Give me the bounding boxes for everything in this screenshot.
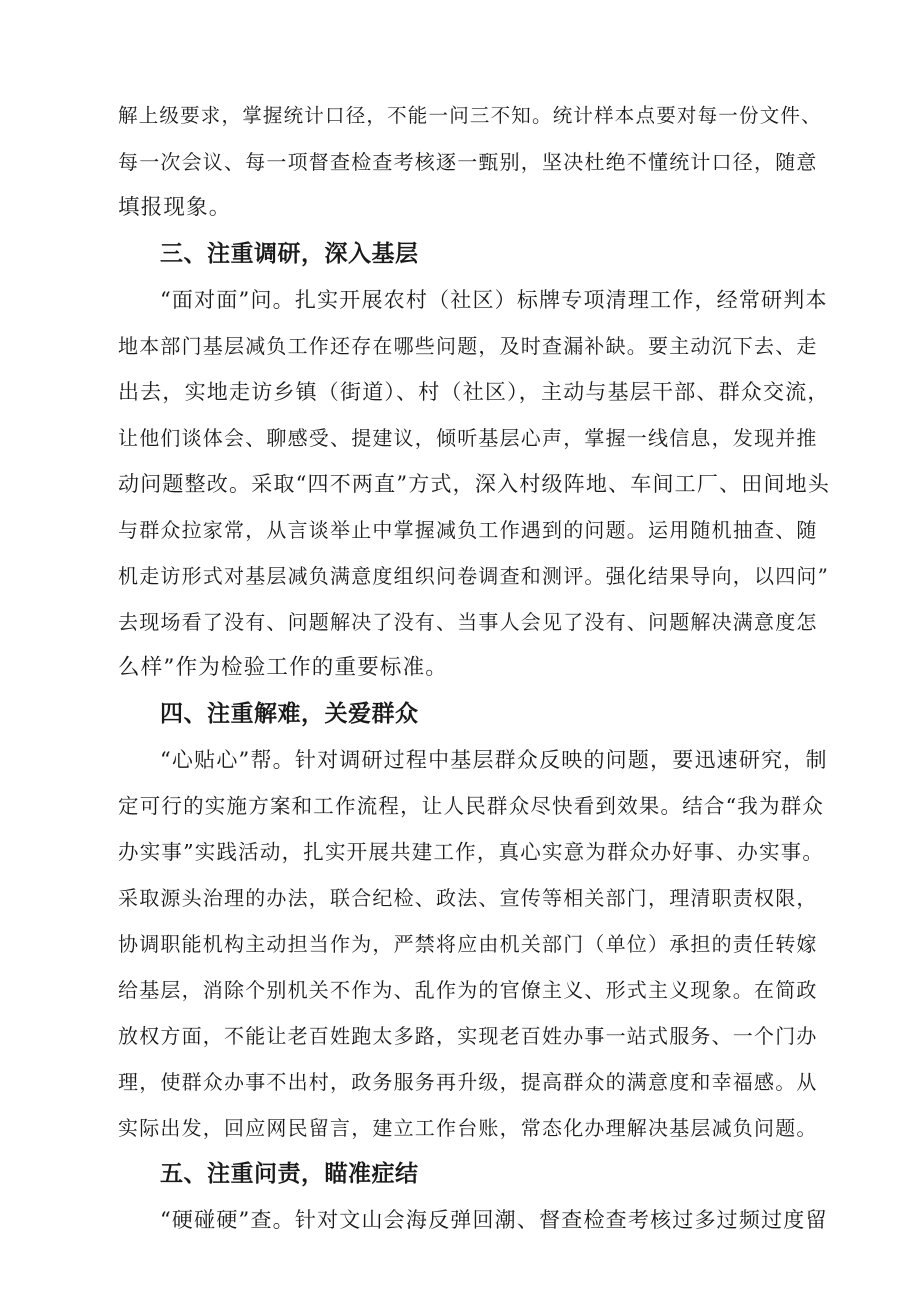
paragraph-line: 放权方面，不能让老百姓跑太多路，实现老百姓办事一站式服务、一个门办 xyxy=(118,1024,818,1048)
paragraph-line: 出去，实地走访乡镇（街道）、村（社区），主动与基层干部、群众交流， xyxy=(118,380,830,404)
paragraph-line: 实际出发，回应网民留言，建立工作台账，常态化办理解决基层减负问题。 xyxy=(118,1116,818,1140)
paragraph-line: 动问题整改。采取“四不两直”方式，深入村级阵地、车间工厂、田间地头 xyxy=(118,472,831,496)
paragraph-line: 解上级要求，掌握统计口径，不能一问三不知。统计样本点要对每一份文件、 xyxy=(118,104,822,127)
paragraph-line: 让他们谈体会、聊感受、提建议，倾听基层心声，掌握一线信息，发现并推 xyxy=(118,426,818,450)
paragraph-line: 去现场看了没有、问题解决了没有、当事人会见了没有、问题解决满意度怎 xyxy=(118,610,818,634)
paragraph-line: “面对面”问。扎实开展农村（社区）标牌专项清理工作，经常研判本 xyxy=(160,288,828,312)
paragraph-line: 机走访形式对基层减负满意度组织问卷调查和测评。强化结果导向，以四问” xyxy=(118,564,830,588)
section-heading: 四、注重解难，关爱群众 xyxy=(160,701,419,727)
paragraph-line: 定可行的实施方案和工作流程，让人民群众尽快看到效果。结合“我为群众 xyxy=(118,794,825,818)
paragraph-line: 给基层，消除个别机关不作为、乱作为的官僚主义、形式主义现象。在简政 xyxy=(118,978,818,1002)
paragraph-line: “心贴心”帮。针对调研过程中基层群众反映的问题，要迅速研究，制 xyxy=(160,748,828,772)
section-heading: 五、注重问责，瞄准症结 xyxy=(160,1161,419,1187)
paragraph-line: 理，使群众办事不出村，政务服务再升级，提高群众的满意度和幸福感。从 xyxy=(118,1070,818,1094)
paragraph-line: 协调职能机构主动担当作为，严禁将应由机关部门（单位）承担的责任转嫁 xyxy=(118,932,818,956)
paragraph-line: 每一次会议、每一项督查检查考核逐一甄别，坚决杜绝不懂统计口径，随意 xyxy=(118,150,818,174)
paragraph-line: 与群众拉家常，从言谈举止中掌握减负工作遇到的问题。运用随机抽查、随 xyxy=(118,518,818,542)
paragraph-line: “硬碰硬”查。针对文山会海反弹回潮、督查检查考核过多过频过度留 xyxy=(160,1208,828,1232)
paragraph-line: 办实事”实践活动，扎实开展共建工作，真心实意为群众办好事、办实事。 xyxy=(118,840,825,864)
section-heading: 三、注重调研，深入基层 xyxy=(160,241,419,267)
paragraph-line: 采取源头治理的办法，联合纪检、政法、宣传等相关部门，理清职责权限， xyxy=(118,886,818,910)
paragraph-line: 地本部门基层减负工作还存在哪些问题，及时查漏补缺。要主动沉下去、走 xyxy=(118,334,818,358)
paragraph-line: 么样”作为检验工作的重要标准。 xyxy=(118,655,448,680)
paragraph-line: 填报现象。 xyxy=(118,195,232,220)
